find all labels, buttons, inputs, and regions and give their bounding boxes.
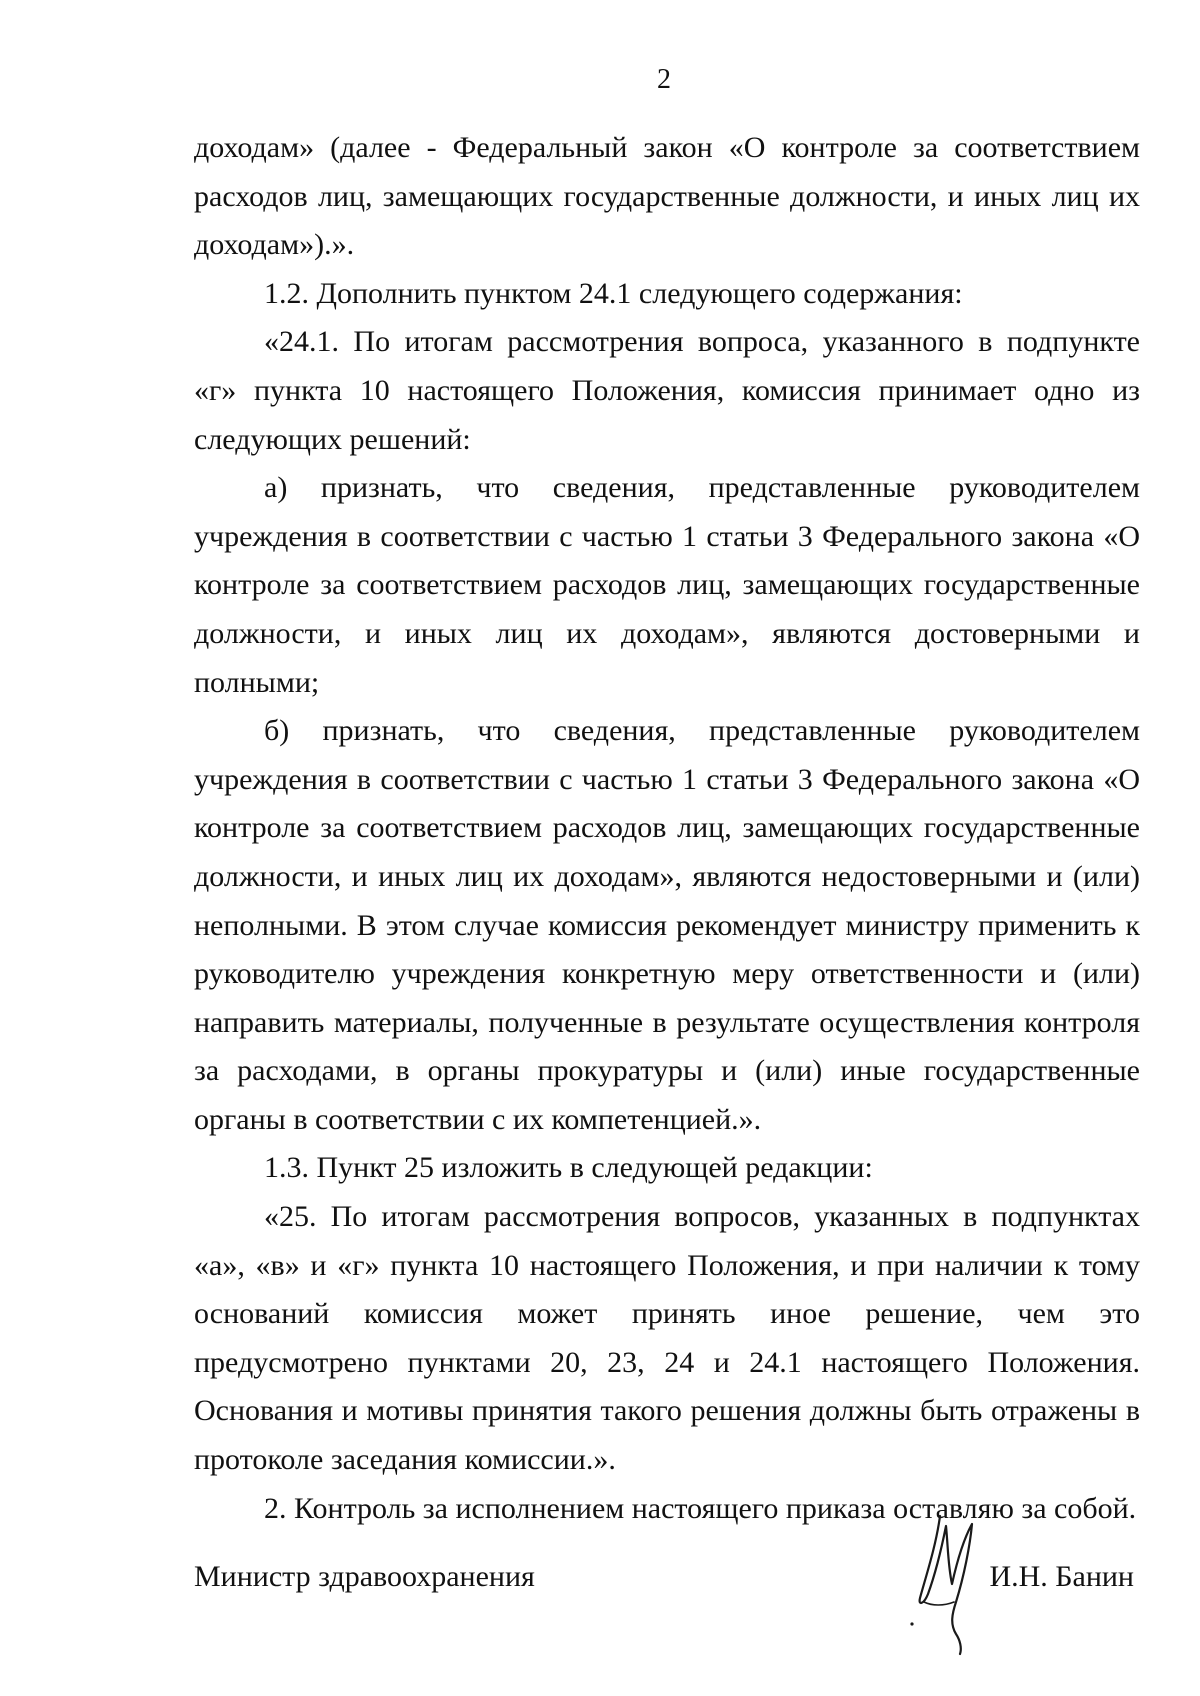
paragraph-subpoint-a: а) признать, что сведения, представленные руководителем учреждения в соответствии с частью 1 статьи 3 Федерального закона «О контроле за соответствием расходов лиц, замещающих государственные должности, и иных лиц их доходам», являются достоверными и полными; [194,471,1140,699]
paragraph-point-25: «25. По итогам рассмотрения вопросов, указанных в подпунктах «а», «в» и «г» пункта 10 настоящего Положения, и при наличии к тому оснований комиссия может принять иное решение, чем это предусмотрено пунктами 20, 23, 24 и 24.1 настоящего Положения. Основания и мотивы принятия такого решения должны быть отражены в протоколе заседания комиссии.». [194,1200,1140,1477]
paragraph-item-1-2: 1.2. Дополнить пунктом 24.1 следующего содержания: [264,276,963,310]
signatory-position: Министр здравоохранения [194,1560,535,1593]
paragraph-subpoint-b: б) признать, что сведения, представленные руководителем учреждения в соответствии с частью 1 статьи 3 Федерального закона «О контроле за соответствием расходов лиц, замещающих государственные должности, и иных лиц их доходам», являются недостоверными и (или) неполными. В этом случае комиссия рекомендует министру применить к руководителю учреждения конкретную меру ответственности и (или) направить материалы, полученные в результате осуществления контроля за расходами, в органы прокуратуры и (или) иные государственные органы в соответствии с их компетенцией.». [194,714,1140,1136]
page-number: 2 [657,64,671,95]
paragraph-point-24-1: «24.1. По итогам рассмотрения вопроса, указанного в подпункте «г» пункта 10 настоящего Положения, комиссия принимает одно из следующих решений: [194,325,1140,456]
document-body [194,124,1140,1533]
paragraph-item-2: 2. Контроль за исполнением настоящего приказа оставляю за собой. [264,1491,1137,1525]
signatory-name: И.Н. Банин [989,1560,1134,1593]
paragraph-item-1-3: 1.3. Пункт 25 изложить в следующей редакции: [264,1151,873,1185]
handwritten-signature-icon [906,1506,996,1656]
signature-block [194,1530,1140,1650]
paragraph-continuation: доходам» (далее - Федеральный закон «О контроле за соответствием расходов лиц, замещающих государственные должности, и иных лиц их доходам»).». [194,131,1140,262]
